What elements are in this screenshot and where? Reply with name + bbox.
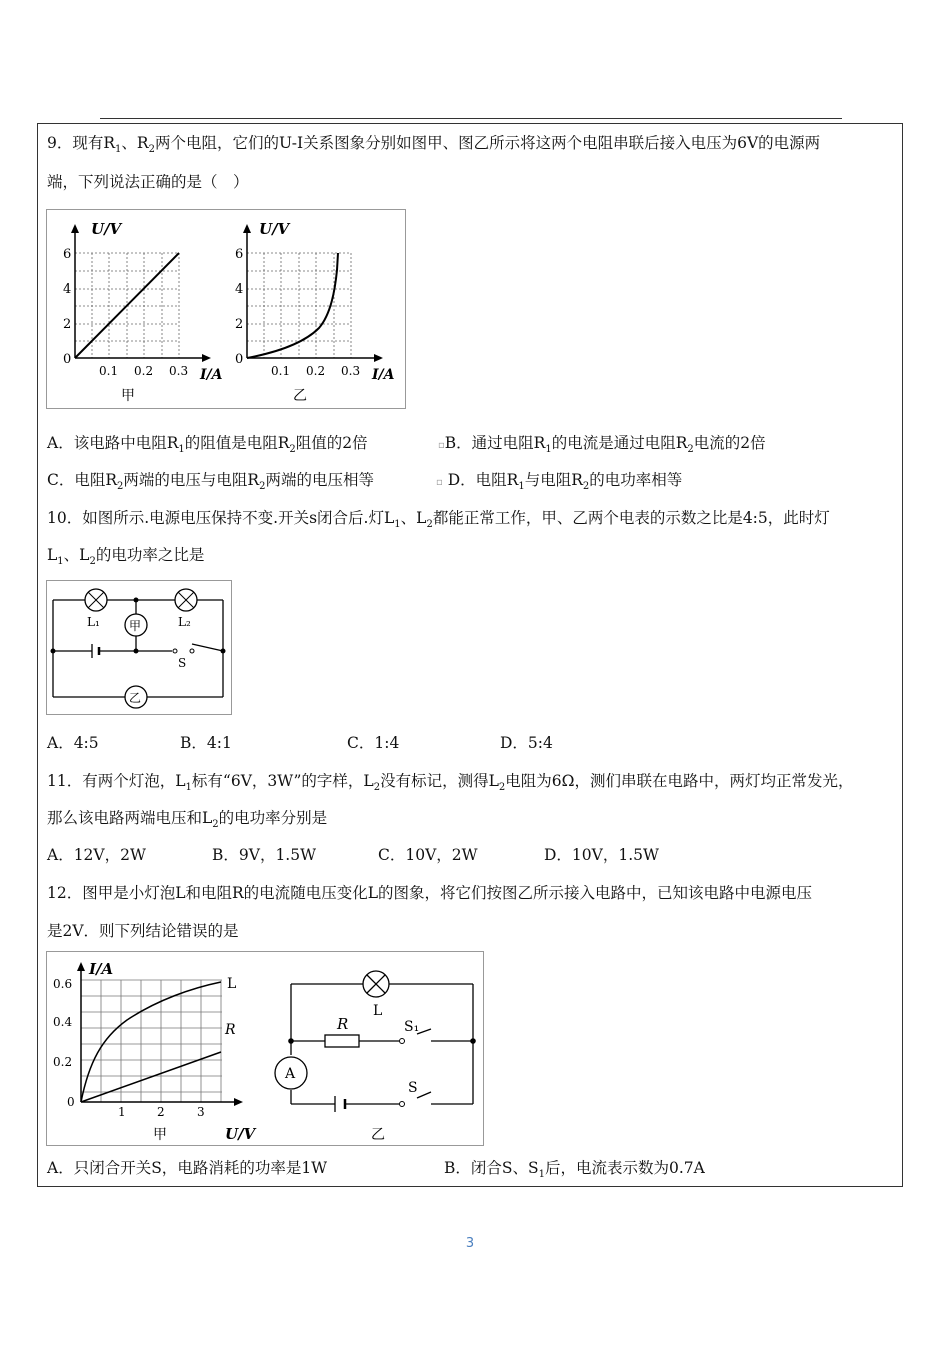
q12-circuit-b <box>275 971 476 1143</box>
switch-s1-label: S₁ <box>404 1019 420 1035</box>
q9-graph-b <box>235 220 395 404</box>
q10-option-c[interactable]: C．1:4 <box>347 734 400 752</box>
q12a-xtick: 3 <box>197 1105 205 1119</box>
q12-stem-line1: 12．图甲是小灯泡L和电阻R的电流随电压变化L的图象，将它们按图乙所示接入电路中，已知该电路中电源电压 <box>47 884 812 902</box>
q9a-ytick: 0 <box>63 352 72 367</box>
q10-option-d[interactable]: D．5:4 <box>500 734 553 752</box>
q12b-caption: 乙 <box>371 1127 385 1143</box>
q9a-ylabel: U/V <box>91 220 122 238</box>
resistor-r-label: R <box>337 1015 349 1033</box>
q10-option-b[interactable]: B．4:1 <box>180 734 232 752</box>
q9-figure <box>46 209 406 409</box>
q10-stem-line1: 10．如图所示.电源电压保持不变.开关s闭合后.灯$L_1$、$L_2$都能正常工作，甲、乙两个电表的示数之比是4:5，此时灯 <box>47 509 830 530</box>
q9b-ylabel: U/V <box>259 220 290 238</box>
q10-option-a[interactable]: A．4:5 <box>47 734 99 752</box>
q12a-xtick: 2 <box>157 1105 165 1119</box>
q11-option-d[interactable]: D．10V，1.5W <box>544 846 659 864</box>
q12-option-a[interactable]: A．只闭合开关S，电路消耗的功率是1W <box>47 1159 328 1177</box>
lamp-l2-icon <box>175 589 197 611</box>
q10-circuit <box>47 581 231 714</box>
q12a-ytick: 0.4 <box>53 1015 73 1029</box>
q9b-xlabel: I/A <box>372 367 395 383</box>
q12a-curve-l <box>81 982 221 1102</box>
q11-stem-line1: 11．有两个灯泡，$L_1$标有“6V，3W”的字样，$L_2$没有标记，测得$L_2$电阻为6Ω，测们串联在电路中，两灯均正常发光， <box>47 772 854 793</box>
lamp-l2-label: L₂ <box>178 615 191 629</box>
q12a-xtick: 1 <box>118 1105 126 1119</box>
q12a-xlabel: U/V <box>225 1125 256 1143</box>
resistor-r <box>325 1035 359 1047</box>
q9a-ytick: 4 <box>63 282 72 297</box>
q9a-xtick: 0.2 <box>134 364 154 378</box>
q12a-ytick: 0 <box>67 1095 75 1109</box>
lamp-l1-icon <box>85 589 107 611</box>
q9-graph-a <box>63 220 223 404</box>
q9b-xtick: 0.3 <box>341 364 361 378</box>
meter-yi-label: 乙 <box>129 691 142 705</box>
q12a-line-r-label: R <box>225 1022 236 1038</box>
q11-option-b[interactable]: B．9V，1.5W <box>212 846 317 864</box>
meter-jia-label: 甲 <box>129 619 142 633</box>
q9b-xtick: 0.2 <box>306 364 326 378</box>
q9b-xtick: 0.1 <box>271 364 291 378</box>
page-number: 3 <box>465 1236 475 1251</box>
q11-option-a[interactable]: A．12V，2W <box>47 846 146 864</box>
lamp-l-label: L <box>373 1003 383 1019</box>
q9a-xtick: 0.1 <box>99 364 119 378</box>
q12a-caption: 甲 <box>153 1127 167 1143</box>
q9a-xlabel: I/A <box>200 367 223 383</box>
q9b-caption: 乙 <box>293 388 307 404</box>
lamp-l-icon <box>363 971 389 997</box>
q9-stem-line1: 9．现有$R_1$、$R_2$两个电阻，它们的U-I关系图象分别如图甲、图乙所示将这两个电阻串联后接入电压为6V的电源两 <box>47 134 821 155</box>
q12a-ytick: 0.2 <box>53 1055 73 1069</box>
q9-option-d[interactable]: ▫ D．电阻$R_1$与电阻$R_2$的电功率相等 <box>436 471 683 492</box>
q9a-ytick: 2 <box>63 317 72 332</box>
q12a-curve-l-label: L <box>227 976 237 992</box>
q11-option-c[interactable]: C．10V，2W <box>378 846 478 864</box>
switch-label: S <box>178 656 187 670</box>
q10-stem-line2: $L_1$、$L_2$的电功率之比是 <box>47 546 205 567</box>
q9-option-a[interactable]: A．该电路中电阻$R_1$的阻值是电阻$R_2$阻值的2倍 <box>47 434 368 455</box>
lamp-l1-label: L₁ <box>87 615 100 629</box>
q12-diagrams <box>47 952 483 1145</box>
q9a-caption: 甲 <box>121 388 135 404</box>
q9b-ytick: 4 <box>235 282 244 297</box>
q12-stem-line2: 是2V．则下列结论错误的是 <box>47 922 239 940</box>
q12a-ylabel: I/A <box>89 960 114 978</box>
q9b-curve <box>247 253 338 358</box>
q9-stem-line2: 端，下列说法正确的是（ ） <box>47 173 249 191</box>
q9b-ytick: 0 <box>235 352 244 367</box>
q11-stem-line2: 那么该电路两端电压和$L_2$的电功率分别是 <box>47 809 328 830</box>
q9-option-c[interactable]: C．电阻$R_2$两端的电压与电阻$R_2$两端的电压相等 <box>47 471 374 492</box>
q9a-xtick: 0.3 <box>169 364 189 378</box>
q9-option-b[interactable]: ▫B．通过电阻$R_1$的电流是通过电阻$R_2$电流的2倍 <box>438 434 766 455</box>
q12-figure <box>46 951 484 1146</box>
header-rule <box>100 118 842 119</box>
q10-circuit-figure <box>46 580 232 715</box>
q9a-ytick: 6 <box>63 247 72 262</box>
q12a-ytick: 0.6 <box>53 977 73 991</box>
q9b-ytick: 2 <box>235 317 244 332</box>
q12-graph-a <box>53 960 257 1143</box>
switch-s-label: S <box>408 1080 418 1096</box>
q12-option-b[interactable]: B．闭合S、$S_1$后，电流表示数为0.7A <box>444 1159 705 1180</box>
q9-graphs <box>47 210 405 408</box>
q12a-line-r <box>81 1052 221 1102</box>
ammeter-label: A <box>285 1066 296 1082</box>
q9b-ytick: 6 <box>235 247 244 262</box>
